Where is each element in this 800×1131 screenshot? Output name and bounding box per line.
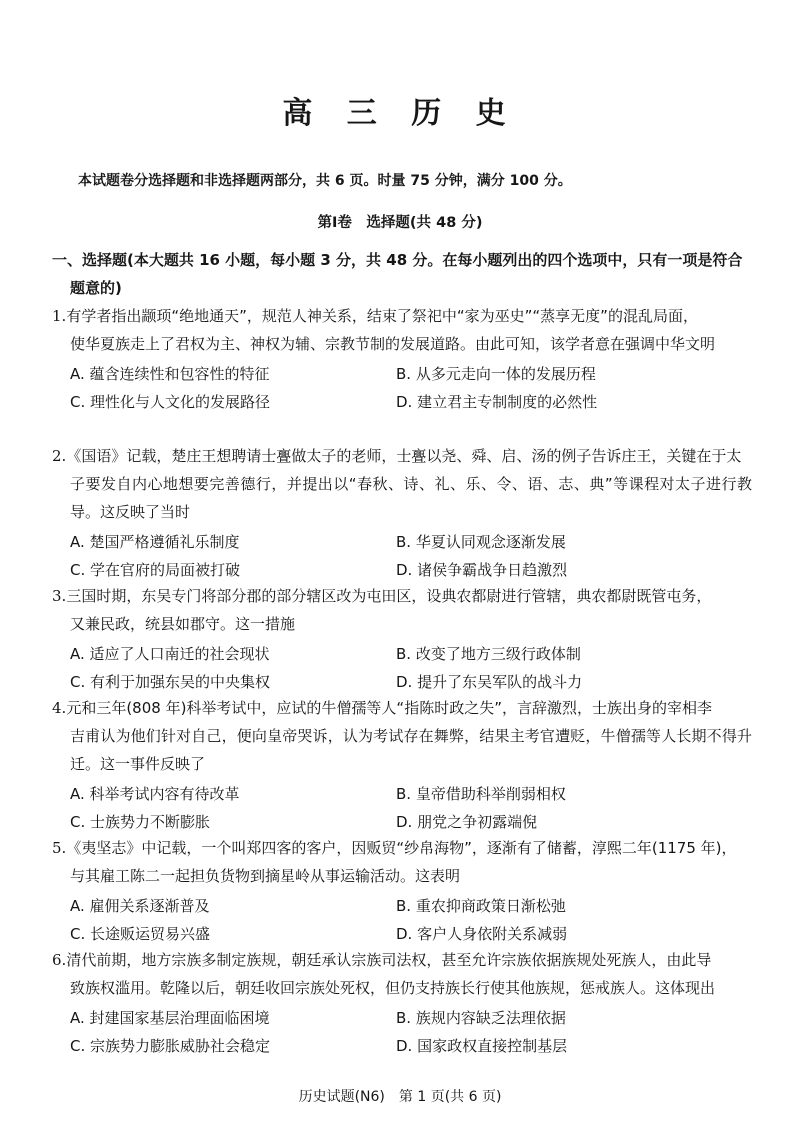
question-stem-rest: 与其雇工陈二一起担负货物到摘星岭从事运输活动。这表明 — [70, 867, 461, 885]
option-b: B. 改变了地方三级行政体制 — [396, 645, 581, 663]
section-heading: 第Ⅰ卷 选择题(共 48 分) — [317, 215, 483, 231]
option-d: D. 国家政权直接控制基层 — [396, 1037, 568, 1055]
question-stem-first: 《夷坚志》中记载，一个叫郑四客的客户，因贩贸“纱帛海物”，逐渐有了储蓄，淳熙二年(1175 年)， — [66, 839, 737, 857]
option-c: C. 有利于加强东吴的中央集权 — [70, 673, 271, 691]
part-heading-line1: 一、选择题(本大题共 16 小题，每小题 3 分，共 48 分。在每小题列出的四个选项中，只有一项是符合 — [52, 251, 743, 269]
question-options — [52, 1004, 752, 1060]
question-number: 5. — [52, 839, 67, 857]
question-stem-rest: 使华夏族走上了君权为主、神权为辅、宗教节制的发展道路。由此可知，该学者意在强调中华文明 — [70, 335, 716, 353]
option-d: D. 诸侯争霸战争日趋激烈 — [396, 561, 568, 579]
question-3 — [52, 582, 752, 696]
option-c: C. 士族势力不断膨胀 — [70, 813, 211, 831]
question-stem-first: 《国语》记载，楚庄王想聘请士亹做太子的老师，士亹以尧、舜、启、汤的例子告诉庄王，关键在于太 — [66, 447, 742, 465]
option-c: C. 宗族势力膨胀威胁社会稳定 — [70, 1037, 271, 1055]
question-stem — [52, 946, 752, 1002]
question-stem — [52, 302, 752, 358]
part-heading — [52, 246, 752, 302]
question-stem-first: 清代前期，地方宗族多制定族规，朝廷承认宗族司法权，甚至允许宗族依据族规处死族人，由此导 — [66, 951, 712, 969]
question-stem — [52, 834, 752, 890]
option-c: C. 学在官府的局面被打破 — [70, 561, 241, 579]
option-a: A. 封建国家基层治理面临困境 — [70, 1009, 270, 1027]
question-stem-first: 元和三年(808 年)科举考试中，应试的牛僧孺等人“指陈时政之失”，言辞激烈，士族出身的宰相李 — [66, 699, 712, 717]
question-stem — [52, 694, 752, 778]
question-stem-first: 三国时期，东吴专门将部分郡的部分辖区改为屯田区，设典农都尉进行管辖，典农都尉既管屯务， — [66, 587, 712, 605]
question-6 — [52, 946, 752, 1060]
question-options — [52, 528, 752, 584]
question-number: 4. — [52, 699, 67, 717]
option-d: D. 建立君主专制制度的必然性 — [396, 393, 598, 411]
question-stem-first: 有学者指出颛顼“绝地通天”，规范人神关系，结束了祭祀中“家为巫史”“蒸享无度”的混乱局面， — [66, 307, 698, 325]
question-stem — [52, 582, 752, 638]
question-1 — [52, 302, 752, 416]
question-stem — [52, 442, 752, 526]
question-number: 2. — [52, 447, 67, 465]
exam-intro: 本试题卷分选择题和非选择题两部分，共 6 页。时量 75 分钟，满分 100 分。 — [78, 173, 572, 189]
option-b: B. 重农抑商政策日渐松弛 — [396, 897, 566, 915]
option-a: A. 科举考试内容有待改革 — [70, 785, 240, 803]
question-options — [52, 780, 752, 836]
option-d: D. 客户人身依附关系减弱 — [396, 925, 568, 943]
question-stem-rest: 致族权滥用。乾隆以后，朝廷收回宗族处死权，但仍支持族长行使其他族规，惩戒族人。这体现出 — [70, 979, 716, 997]
page-title: 高 三 历 史 — [282, 96, 518, 131]
option-a: A. 蕴含连续性和包容性的特征 — [70, 365, 270, 383]
question-number: 3. — [52, 587, 67, 605]
option-b: B. 皇帝借助科举削弱相权 — [396, 785, 566, 803]
option-a: A. 适应了人口南迁的社会现状 — [70, 645, 270, 663]
option-b: B. 华夏认同观念逐渐发展 — [396, 533, 566, 551]
question-5 — [52, 834, 752, 948]
option-b: B. 族规内容缺乏法理依据 — [396, 1009, 566, 1027]
option-c: C. 长途贩运贸易兴盛 — [70, 925, 211, 943]
option-c: C. 理性化与人文化的发展路径 — [70, 393, 271, 411]
option-d: D. 朋党之争初露端倪 — [396, 813, 538, 831]
question-number: 6. — [52, 951, 67, 969]
option-b: B. 从多元走向一体的发展历程 — [396, 365, 596, 383]
question-options — [52, 360, 752, 416]
page-footer: 历史试题(N6) 第 1 页(共 6 页) — [298, 1089, 502, 1105]
part-heading-line2: 题意的) — [70, 279, 122, 297]
question-4 — [52, 694, 752, 836]
question-stem-rest: 子要发自内心地想要完善德行，并提出以“春秋、诗、礼、乐、令、语、志、典”等课程对太子进行教导。这反映了当时 — [70, 475, 752, 521]
option-d: D. 提升了东吴军队的战斗力 — [396, 673, 583, 691]
question-stem-rest: 吉甫认为他们针对自己，便向皇帝哭诉，认为考试存在舞弊，结果主考官遭贬，牛僧孺等人长期不得升迁。这一事件反映了 — [70, 727, 752, 773]
question-stem-rest: 又兼民政，统县如郡守。这一措施 — [70, 615, 296, 633]
question-2 — [52, 442, 752, 584]
question-options — [52, 640, 752, 696]
question-number: 1. — [52, 307, 67, 325]
option-a: A. 楚国严格遵循礼乐制度 — [70, 533, 240, 551]
question-options — [52, 892, 752, 948]
option-a: A. 雇佣关系逐渐普及 — [70, 897, 210, 915]
